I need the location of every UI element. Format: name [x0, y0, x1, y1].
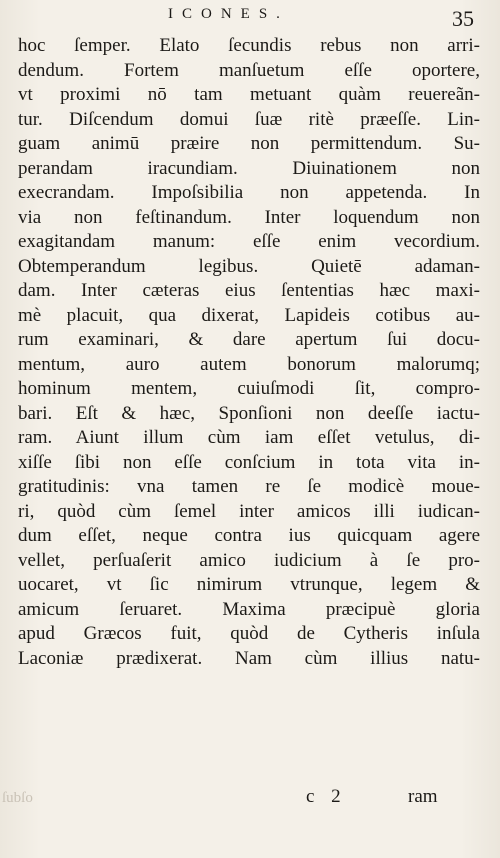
running-head [0, 4, 500, 31]
text-line: gratitudinis: vna tamen re ſe modicè moue- [18, 476, 480, 497]
text-line: exagitandam manum: eſſe enim vecordium. [18, 231, 480, 252]
text-line: hoc ſemper. Elato ſecundis rebus non arri- [18, 35, 480, 56]
text-line: perandam iracundiam. Diuinationem non [18, 157, 480, 179]
text-line: ram. Aiunt illum cùm iam eſſet vetulus, di- [18, 427, 480, 448]
text-line: Laconiæ prædixerat. Nam cùm illius natu- [18, 647, 480, 669]
text-line: bari. Eſt & hæc, Sponſioni non deeſſe iactu- [18, 402, 480, 424]
signature-mark: c 2 [306, 786, 347, 807]
text-line: via non feſtinandum. Inter loquendum non [18, 206, 480, 228]
text-line: amicum ſeruaret. Maxima præcipuè gloria [18, 598, 480, 620]
text-line: xiſſe ſibi non eſſe conſcium in tota vita in- [18, 451, 480, 473]
text-line: mentum, auro autem bonorum malorumq; [18, 353, 480, 375]
text-line: execrandam. Impoſsibilia non appetenda. In [18, 182, 480, 203]
text-line: dendum. Fortem manſuetum eſſe oportere, [18, 59, 480, 81]
margin-bleed-through: ſubſo [2, 790, 33, 806]
text-line: ri, quòd cùm ſemel inter amicos illi iudican- [18, 500, 480, 522]
text-line: vt proximi nō tam metuant quàm reuereãn- [18, 84, 480, 105]
catchword: ram [408, 786, 438, 807]
body-text [18, 34, 480, 671]
text-line: hominum mentem, cuiuſmodi ſit, compro- [18, 378, 480, 399]
running-title: ICONES. [168, 6, 289, 22]
text-line: guam animū præire non permittendum. Su- [18, 133, 480, 154]
text-line: uocaret, vt ſic nimirum vtrunque, legem & [18, 574, 480, 595]
text-line: tur. Diſcendum domui ſuæ ritè præeſſe. Lin- [18, 108, 480, 130]
page-number: 35 [452, 6, 474, 31]
text-line: rum examinari, & dare apertum ſui docu- [18, 329, 480, 350]
text-line: mè placuit, qua dixerat, Lapideis cotibus au- [18, 304, 480, 326]
page-footer [0, 786, 500, 816]
text-line: vellet, perſuaſerit amico iudicium à ſe pro- [18, 549, 480, 571]
text-line: dam. Inter cæteras eius ſententias hæc maxi- [18, 280, 480, 301]
text-line: dum eſſet, neque contra ius quicquam agere [18, 525, 480, 546]
text-line: Obtemperandum legibus. Quietē adaman- [18, 255, 480, 277]
text-line: apud Græcos fuit, quòd de Cytheris inſula [18, 623, 480, 644]
